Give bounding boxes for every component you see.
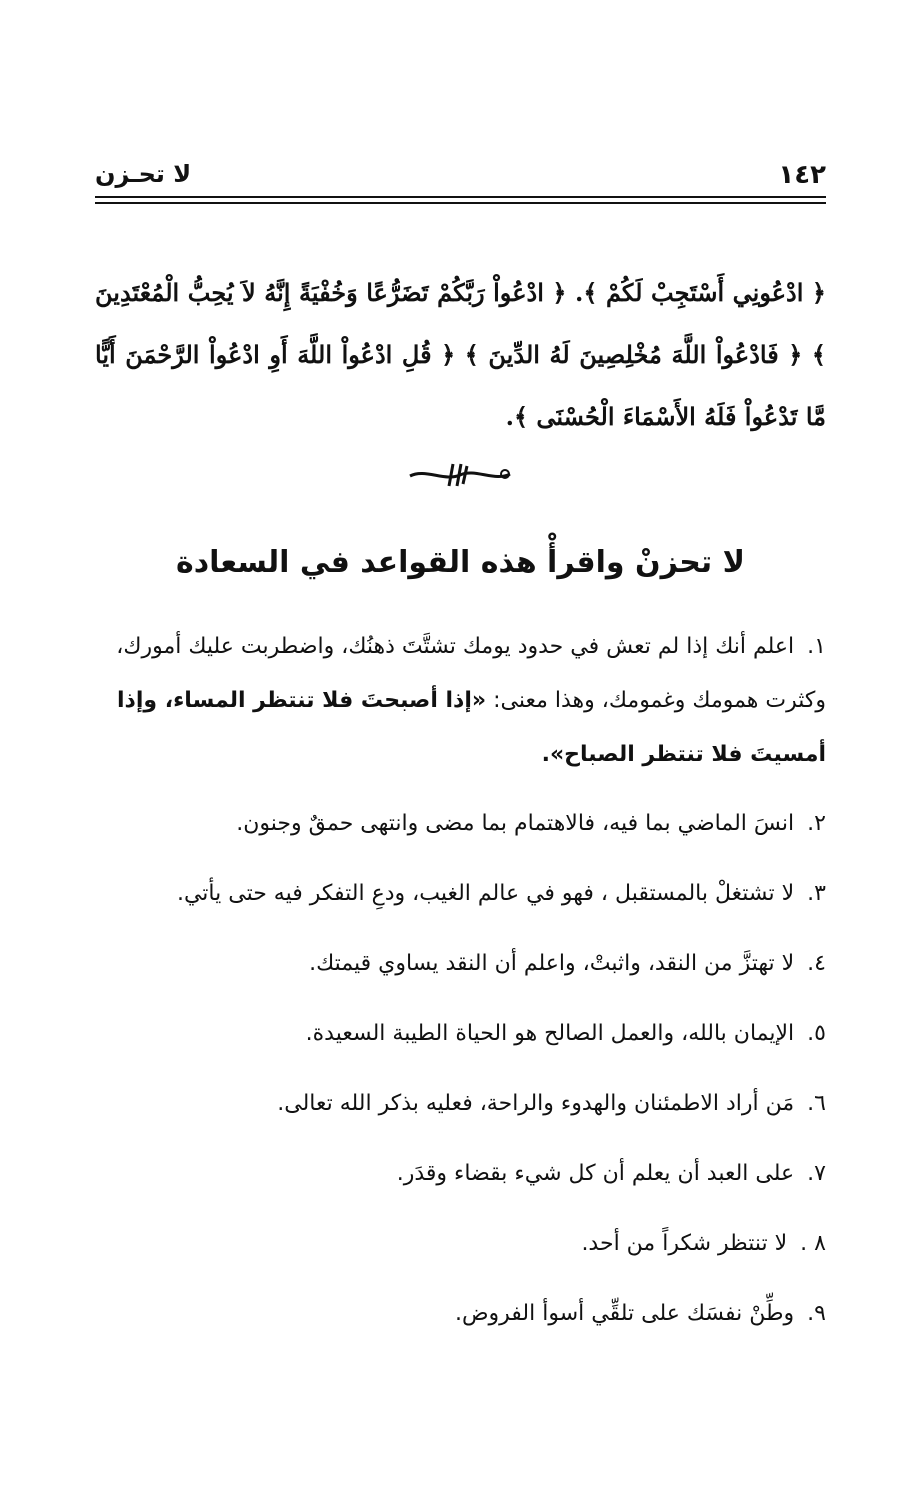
list-item [95,936,826,992]
item-number: ٦. [807,1091,826,1116]
item-text: اعلم أنك إذا لم تعش في حدود يومك تشتَّتَ ذهنُك، واضطربت عليك أمورك، وكثرت همومك وغمومك، وهذا معنى: [116,634,826,713]
item-text: لا تشتغلْ بالمستقبل ، فهو في عالم الغيب، ودعِ التفكر فيه حتى يأتي. [176,881,795,906]
item-number: ٤. [807,951,826,976]
list-item [95,1216,826,1272]
item-text: لا تنتظر شكراً من أحد. [581,1231,788,1256]
item-number: ٢. [807,811,826,836]
list-item [95,1146,826,1202]
list-item [95,796,826,852]
item-number: ١. [807,634,826,659]
happiness-rules-list [95,620,826,1356]
item-quote: «إذا أصبحتَ فلا تنتظر المساء، وإذا أمسيتَ فلا تنتظر الصباح». [117,688,826,767]
list-item [95,620,826,782]
item-text: مَن أراد الاطمئنان والهدوء والراحة، فعليه بذكر الله تعالى. [277,1091,795,1116]
item-number: ٨ . [800,1231,826,1256]
page-number: ١٤٢ [778,160,826,190]
page-header [95,156,826,196]
section-title: لا تحزنْ واقرأْ هذه القواعد في السعادة [176,545,745,580]
list-item [95,1076,826,1132]
ornament-divider-icon [405,460,515,490]
header-rule-top [95,196,826,198]
item-number: ٧. [807,1161,826,1186]
list-item [95,1286,826,1342]
item-number: ٣. [807,881,826,906]
list-item [95,1006,826,1062]
list-item [95,866,826,922]
quran-verses: ﴿ ادْعُونِي أَسْتَجِبْ لَكُمْ ﴾. ﴿ ادْعُواْ رَبَّكُمْ تَضَرُّعًا وَخُفْيَةً إِنَّهُ لاَ يُحِبُّ الْمُعْتَدِينَ ﴾ ﴿ فَادْعُواْ اللَّهَ مُخْلِصِينَ لَهُ الدِّينَ ﴾ ﴿ قُلِ ادْعُواْ اللَّهَ أَوِ ادْعُواْ الرَّحْمَنَ أَيًّا مَّا تَدْعُواْ فَلَهُ الأَسْمَاءَ الْحُسْنَى ﴾. [95,278,826,431]
item-text: على العبد أن يعلم أن كل شيء بقضاء وقدَر. [396,1161,795,1186]
header-rule-bottom [95,202,826,204]
running-title: لا تحـزن [95,160,192,188]
item-text: انسَ الماضي بما فيه، فالاهتمام بما مضى وانتهى حمقٌ وجنون. [236,811,795,836]
item-number: ٩. [807,1301,826,1326]
item-text: لا تهتزَّ من النقد، واثبتْ، واعلم أن النقد يساوي قيمتك. [309,951,795,976]
item-text: الإيمان بالله، والعمل الصالح هو الحياة الطيبة السعيدة. [305,1021,795,1046]
item-number: ٥. [807,1021,826,1046]
item-text: وطِّنْ نفسَك على تلقِّي أسوأ الفروض. [454,1301,795,1326]
